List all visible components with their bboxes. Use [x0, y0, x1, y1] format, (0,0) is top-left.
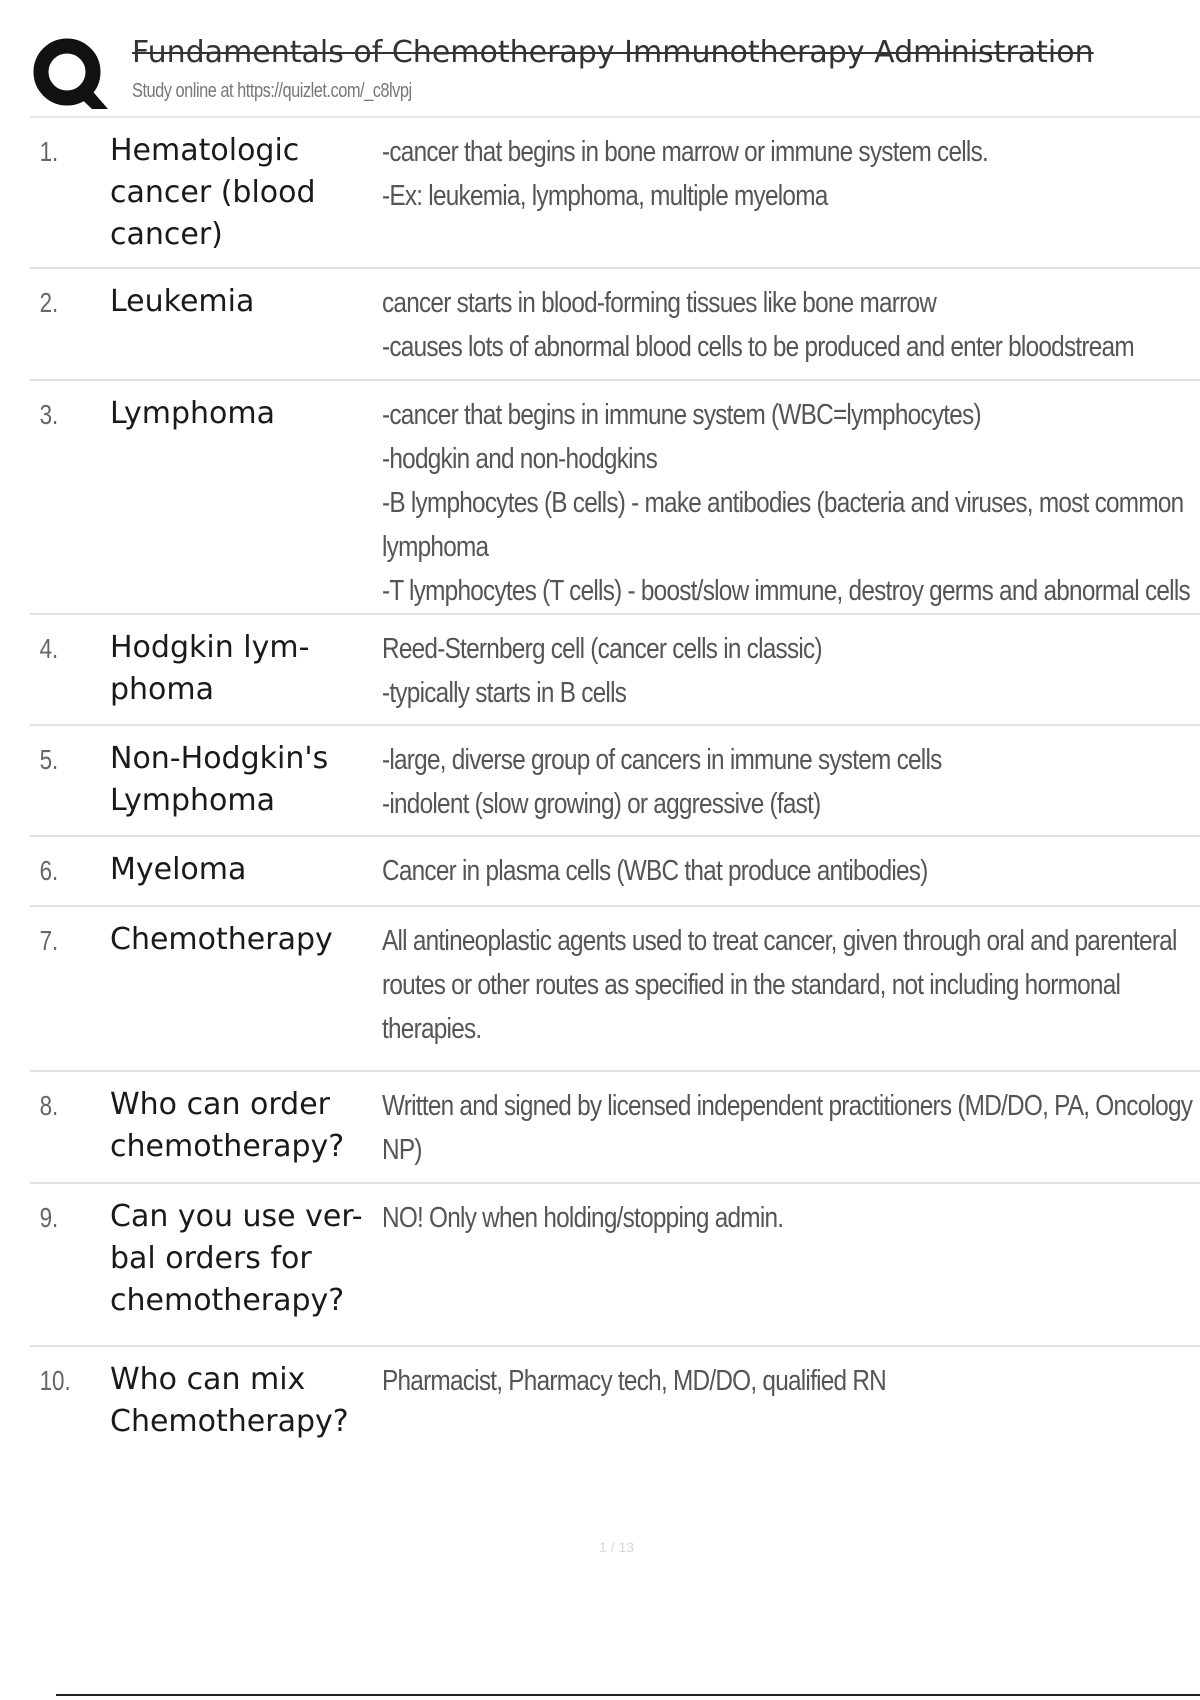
- flashcard-row: [30, 1347, 1200, 1457]
- flashcard-row: [30, 615, 1200, 726]
- definition-line: -Ex: leukemia, lymphoma, multiple myeloma: [382, 180, 828, 212]
- card-number: 1.: [39, 136, 59, 167]
- study-online-link-text: Study online at https://quizlet.com/_c8lvpj: [132, 80, 412, 102]
- card-definition: [382, 627, 1200, 724]
- card-term: Hodgkin lym- phoma: [110, 630, 310, 707]
- card-definition: [382, 738, 1200, 835]
- flashcard-row: [30, 118, 1200, 269]
- card-term: Leukemia: [110, 284, 255, 319]
- card-definition: [382, 1084, 1200, 1182]
- card-number: 4.: [39, 633, 59, 664]
- definition-line: NP): [382, 1134, 422, 1166]
- card-definition: [382, 1196, 1200, 1345]
- card-definition: [382, 849, 1200, 905]
- definition-line: -B lymphocytes (B cells) - make antibodies (bacteria and viruses, most common: [382, 487, 1184, 519]
- definition-line: -hodgkin and non-hodgkins: [382, 443, 657, 475]
- definition-line: -cancer that begins in bone marrow or immune system cells.: [382, 136, 989, 168]
- flashcard-row: [30, 837, 1200, 907]
- flashcard-row: [30, 1184, 1200, 1347]
- page-title: Fundamentals of Chemotherapy Immunotherapy Administration: [132, 35, 1094, 70]
- definition-line: NO! Only when holding/stopping admin.: [382, 1202, 784, 1234]
- card-definition: [382, 281, 1200, 379]
- definition-line: Reed-Sternberg cell (cancer cells in classic): [382, 633, 822, 665]
- card-term: Hematologic cancer (blood cancer): [110, 133, 316, 252]
- definition-line: therapies.: [382, 1013, 482, 1045]
- definition-line: -causes lots of abnormal blood cells to be produced and enter bloodstream: [382, 331, 1134, 363]
- card-definition: [382, 1359, 1200, 1457]
- card-number: 9.: [39, 1202, 59, 1233]
- card-number: 3.: [39, 399, 59, 430]
- flashcard-row: [30, 907, 1200, 1072]
- quizlet-logo-icon: [30, 34, 110, 114]
- definition-line: All antineoplastic agents used to treat cancer, given through oral and parenteral: [382, 925, 1177, 957]
- card-number: 5.: [39, 744, 59, 775]
- flashcard-row: [30, 381, 1200, 615]
- definition-line: -indolent (slow growing) or aggressive (fast): [382, 788, 821, 820]
- definition-line: -cancer that begins in immune system (WBC=lymphocytes): [382, 399, 981, 431]
- flashcard-list: [30, 118, 1200, 1457]
- definition-line: Written and signed by licensed independent practitioners (MD/DO, PA, Oncology: [382, 1090, 1193, 1122]
- card-term: Lymphoma: [110, 396, 275, 431]
- definition-line: Pharmacist, Pharmacy tech, MD/DO, qualified RN: [382, 1365, 887, 1397]
- card-number: 7.: [39, 925, 59, 956]
- definition-line: -T lymphocytes (T cells) - boost/slow immune, destroy germs and abnormal cells: [382, 575, 1190, 607]
- card-term: Can you use ver- bal orders for chemotherapy?: [110, 1199, 363, 1318]
- card-term: Non-Hodgkin's Lymphoma: [110, 741, 329, 818]
- definition-line: cancer starts in blood-forming tissues like bone marrow: [382, 287, 937, 319]
- flashcard-row: [30, 726, 1200, 837]
- card-term: Who can mix Chemotherapy?: [110, 1362, 349, 1439]
- definition-line: routes or other routes as specified in the standard, not including hormonal: [382, 969, 1121, 1001]
- footer-divider: [56, 1694, 1200, 1696]
- page-number: 1 / 13: [598, 1539, 635, 1555]
- card-number: 2.: [39, 287, 59, 318]
- card-number: 6.: [39, 855, 59, 886]
- card-number: 10.: [39, 1365, 71, 1396]
- card-number: 8.: [39, 1090, 59, 1121]
- card-term: Chemotherapy: [110, 922, 333, 957]
- card-term: Myeloma: [110, 852, 247, 887]
- card-definition: [382, 130, 1200, 267]
- definition-line: -large, diverse group of cancers in immune system cells: [382, 744, 942, 776]
- card-definition: [382, 919, 1200, 1070]
- definition-line: lymphoma: [382, 531, 489, 563]
- card-definition: [382, 393, 1200, 613]
- flashcard-row: [30, 269, 1200, 381]
- definition-line: -typically starts in B cells: [382, 677, 627, 709]
- definition-line: Cancer in plasma cells (WBC that produce antibodies): [382, 855, 928, 887]
- card-term: Who can order chemotherapy?: [110, 1087, 345, 1164]
- flashcard-row: [30, 1072, 1200, 1184]
